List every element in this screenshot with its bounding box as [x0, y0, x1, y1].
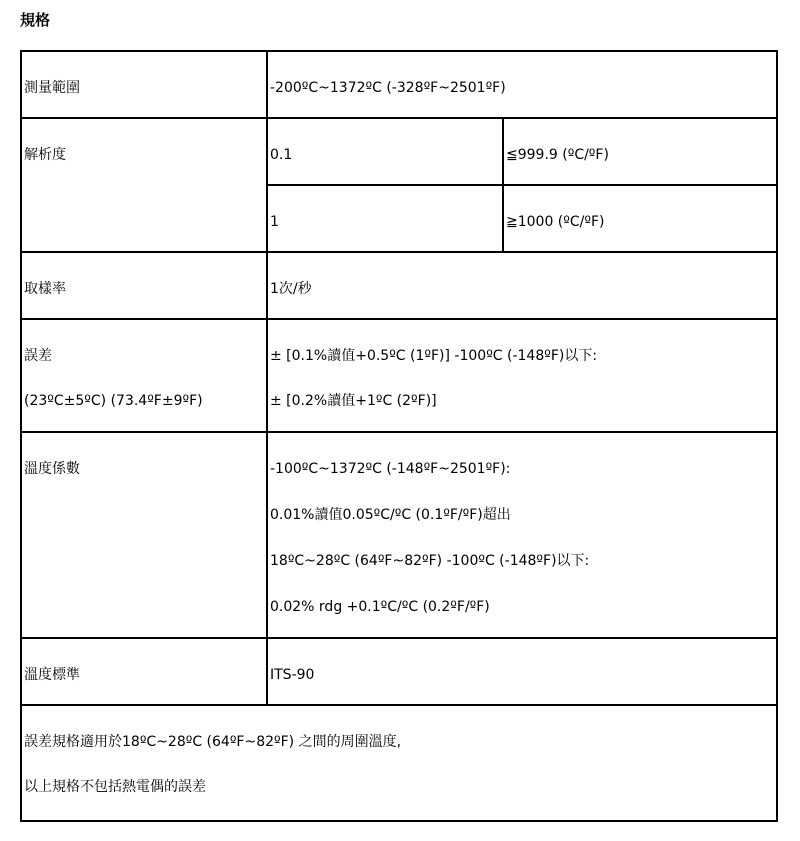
resolution-value-1: 0.1: [270, 147, 293, 163]
sample-rate-label-cell: [21, 252, 267, 319]
temp-std-value-cell: [267, 638, 777, 705]
table-row-sample-rate: [21, 252, 777, 319]
temp-std-label: 溫度標準: [24, 667, 80, 683]
temp-coef-line-1: -100ºC~1372ºC (-148ºF~2501ºF):: [270, 461, 511, 477]
table-row-error: [21, 319, 777, 432]
spec-table: [20, 50, 778, 822]
temp-std-label-cell: [21, 638, 267, 705]
note-line-1: 誤差規格適用於18ºC~28ºC (64ºF~82ºF) 之間的周圍溫度,: [24, 734, 402, 750]
temp-coef-line-3: 18ºC~28ºC (64ºF~82ºF) -100ºC (-148ºF)以下:: [270, 553, 590, 569]
range-label-cell: [21, 51, 267, 118]
table-row-temp-coef: [21, 432, 777, 638]
temp-coef-label: 溫度係數: [24, 461, 80, 477]
resolution-label-cell: [21, 118, 267, 252]
error-line-1: ± [0.1%讀值+0.5ºC (1ºF)] -100ºC (-148ºF)以下:: [270, 348, 598, 364]
temp-coef-label-cell: [21, 432, 267, 638]
error-condition: (23ºC±5ºC) (73.4ºF±9ºF): [24, 393, 203, 409]
temp-coef-line-2: 0.01%讀值0.05ºC/ºC (0.1ºF/ºF)超出: [270, 507, 511, 523]
resolution-condition-2: ≧1000 (ºC/ºF): [506, 214, 605, 230]
range-value-cell: [267, 51, 777, 118]
resolution-value-1-cell: [267, 118, 503, 185]
sample-rate-label: 取樣率: [24, 281, 66, 297]
sample-rate-value-cell: [267, 252, 777, 319]
temp-std-value: ITS-90: [270, 667, 315, 683]
resolution-label: 解析度: [24, 147, 66, 163]
table-row-range: [21, 51, 777, 118]
sample-rate-value: 1次/秒: [270, 281, 312, 297]
table-row-temp-std: [21, 638, 777, 705]
note-line-2: 以上規格不包括熱電偶的誤差: [24, 779, 206, 795]
page-title: 規格: [20, 11, 51, 29]
table-row-resolution-1: [21, 118, 777, 185]
range-label: 測量範圍: [24, 80, 80, 96]
temp-coef-line-4: 0.02% rdg +0.1ºC/ºC (0.2ºF/ºF): [270, 599, 490, 615]
range-value: -200ºC~1372ºC (-328ºF~2501ºF): [270, 80, 506, 96]
error-line-2: ± [0.2%讀值+1ºC (2ºF)]: [270, 393, 437, 409]
temp-coef-value-cell: [267, 432, 777, 638]
resolution-condition-1: ≦999.9 (ºC/ºF): [506, 147, 609, 163]
error-label-cell: [21, 319, 267, 432]
error-value-cell: [267, 319, 777, 432]
resolution-condition-1-cell: [503, 118, 777, 185]
resolution-condition-2-cell: [503, 185, 777, 252]
table-row-notes: [21, 705, 777, 821]
resolution-value-2: 1: [270, 214, 279, 230]
error-label: 誤差: [24, 348, 52, 364]
resolution-value-2-cell: [267, 185, 503, 252]
notes-cell: [21, 705, 777, 821]
